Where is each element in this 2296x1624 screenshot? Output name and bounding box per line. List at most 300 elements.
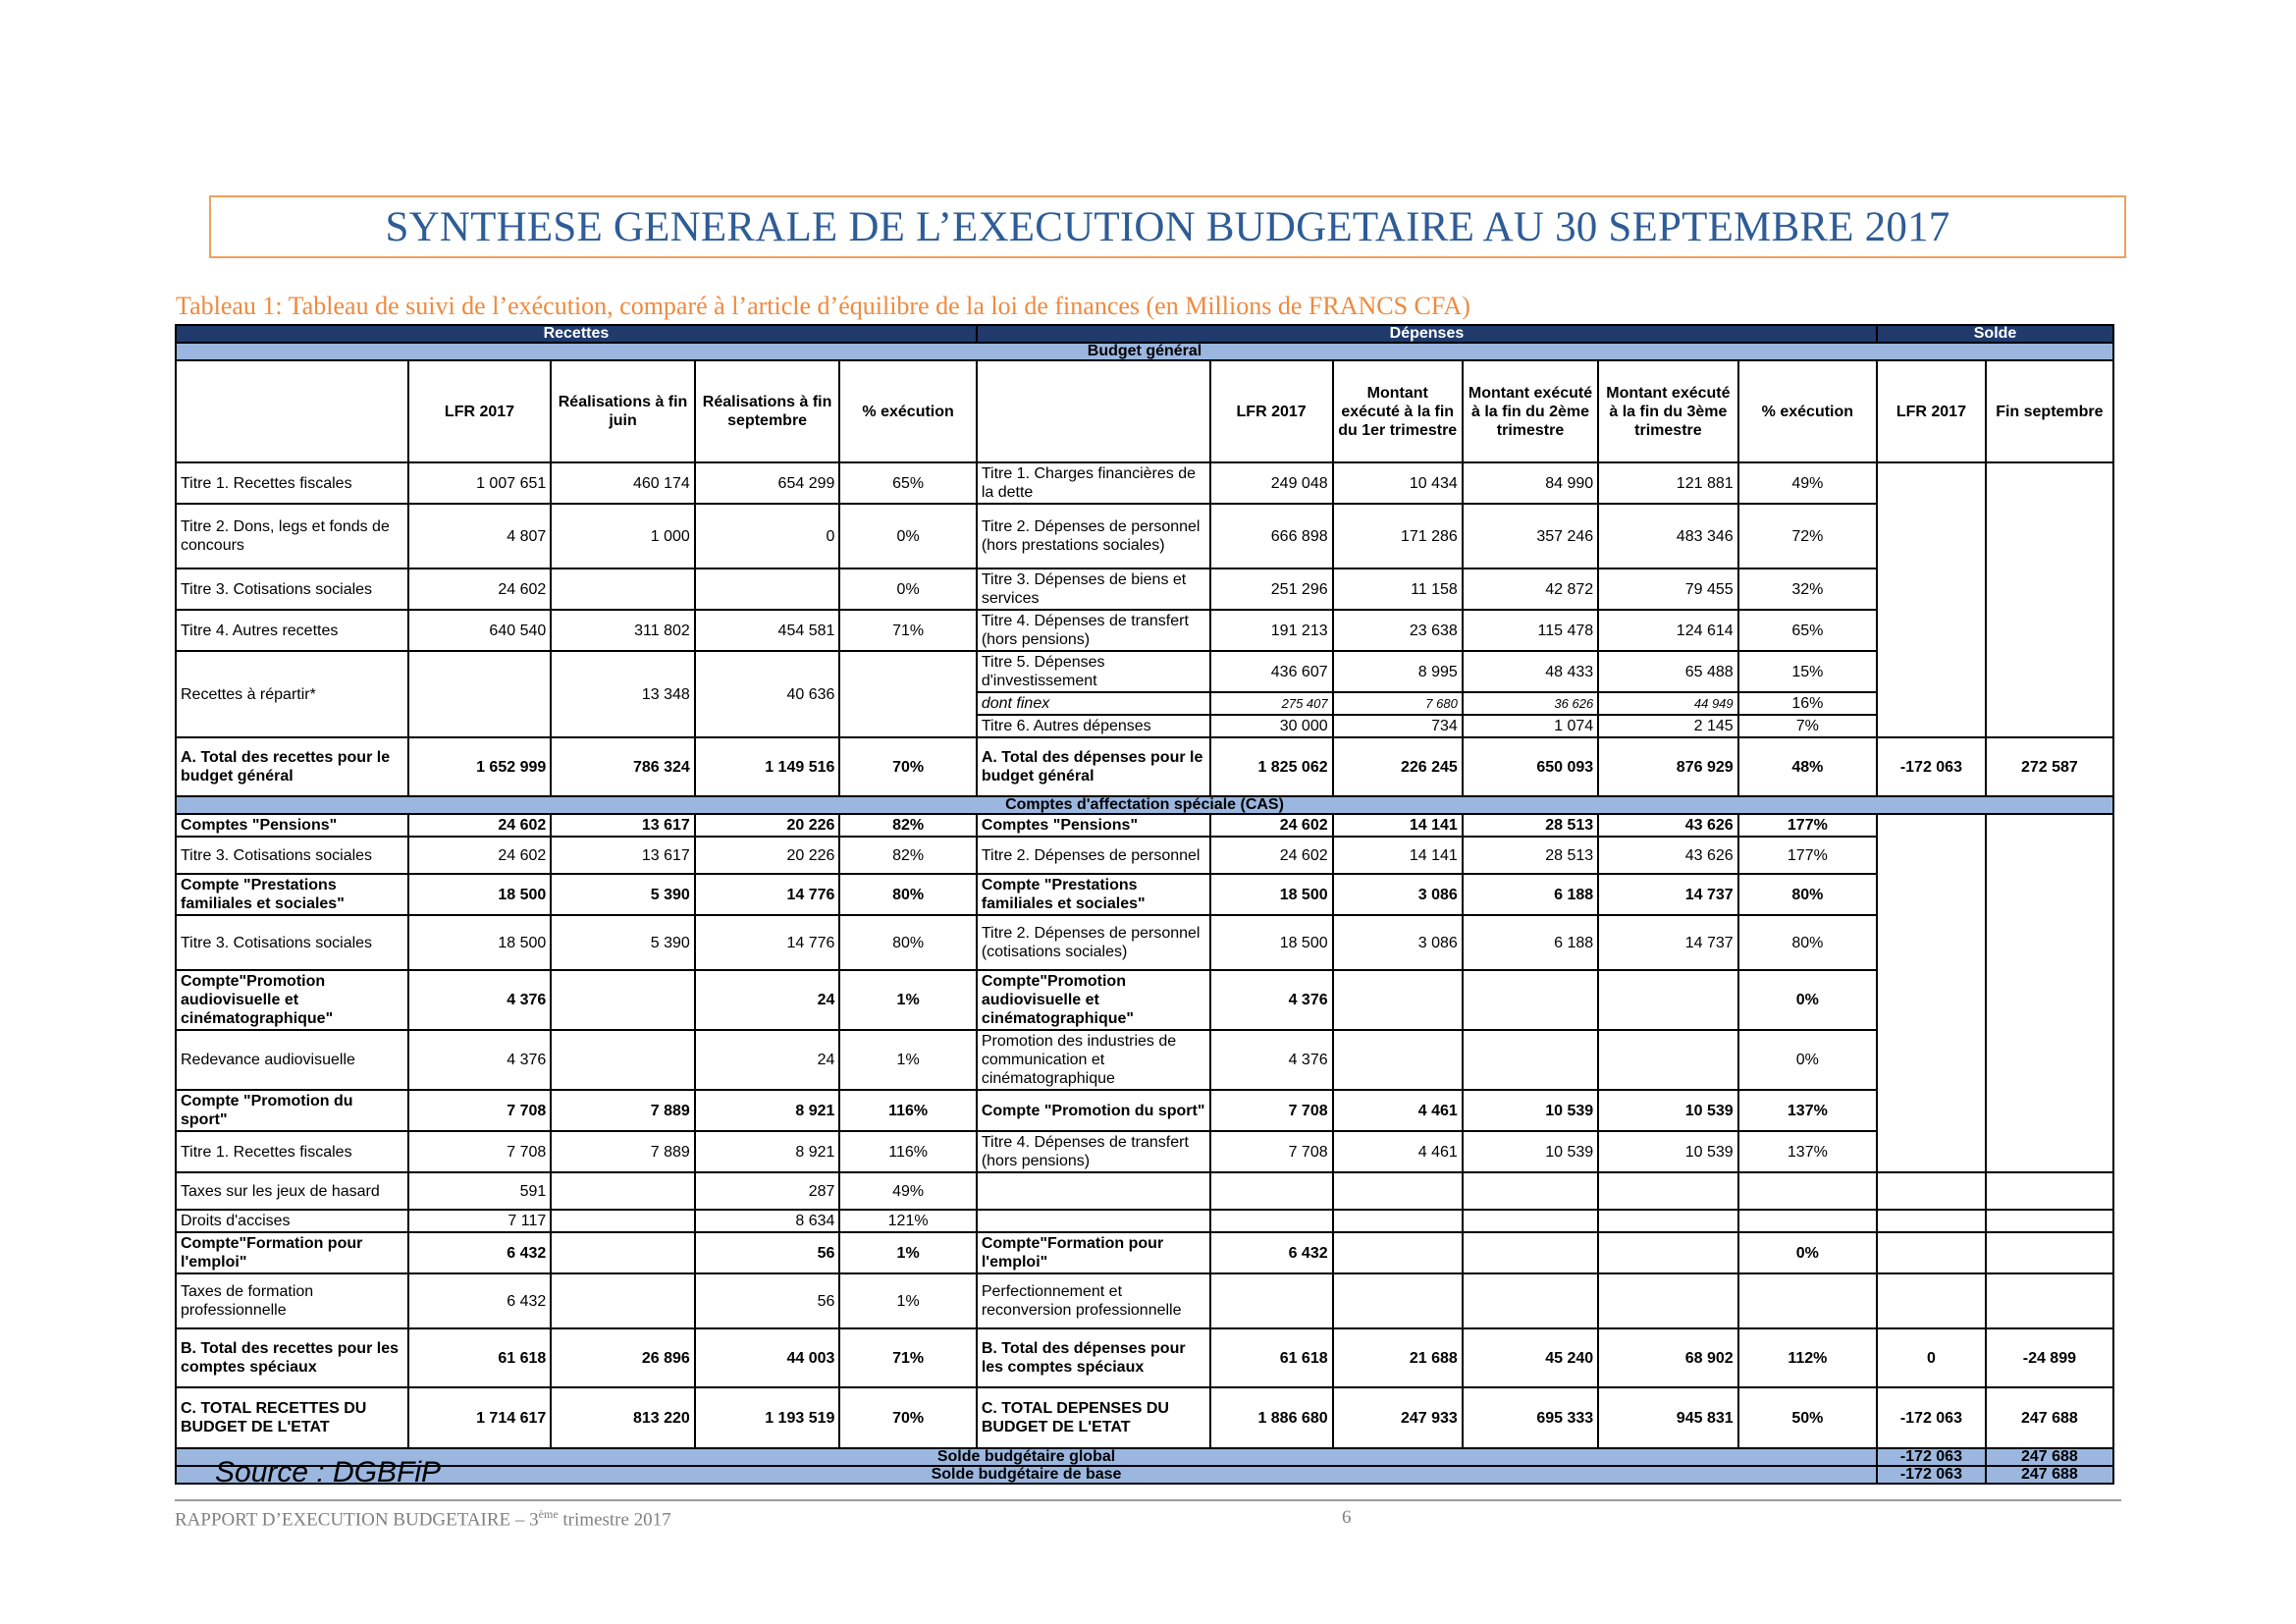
cell-value: 24 602: [1210, 837, 1333, 874]
page-title: SYNTHESE GENERALE DE L’EXECUTION BUDGETAIRE AU 30 SEPTEMBRE 2017: [385, 203, 1950, 250]
cell-value: 4 807: [408, 504, 552, 568]
cell-value: 311 802: [551, 610, 695, 651]
cell-value: 28 513: [1463, 837, 1598, 874]
cell-value: 7 889: [551, 1131, 695, 1172]
cell-label: Compte "Promotion du sport": [977, 1090, 1210, 1131]
cell-label: A. Total des dépenses pour le budget général: [977, 737, 1210, 796]
cell-label: A. Total des recettes pour le budget général: [176, 737, 408, 796]
solde-empty: [1877, 814, 1986, 1172]
cell-value: 14 737: [1598, 915, 1737, 970]
cell-value: 26 896: [551, 1328, 695, 1387]
cell-label: Titre 1. Recettes fiscales: [176, 1131, 408, 1172]
cell-value: 7 708: [408, 1131, 552, 1172]
cell-value: 2 145: [1598, 715, 1737, 737]
cell-label: Titre 3. Cotisations sociales: [176, 837, 408, 874]
cell-value: 61 618: [1210, 1328, 1333, 1387]
solde-global-label: Solde budgétaire global: [176, 1448, 1877, 1466]
cell-value: 20 226: [695, 814, 840, 837]
cell-value: 436 607: [1210, 651, 1333, 692]
cell-value: [408, 651, 552, 737]
cell-pct: 7%: [1738, 715, 1877, 737]
cell-value: 7 680: [1333, 692, 1463, 715]
cell-label: Titre 2. Dépenses de personnel (cotisations sociales): [977, 915, 1210, 970]
band-depenses: Dépenses: [977, 325, 1877, 343]
table-row: [176, 1232, 2113, 1273]
header-m3: Montant exécuté à la fin du 3ème trimestre: [1598, 360, 1737, 462]
cell-value: [1463, 1232, 1598, 1273]
cell-value: 13 617: [551, 814, 695, 837]
solde-base-lfr: -172 063: [1877, 1466, 1986, 1484]
cell-value: 18 500: [408, 915, 552, 970]
table-row: [176, 462, 2113, 504]
cell-pct: 177%: [1738, 837, 1877, 874]
table-row: [176, 568, 2113, 610]
cell-pct: 0%: [839, 568, 976, 610]
cell-pct: 70%: [839, 1387, 976, 1448]
solde-empty: [1877, 1273, 1986, 1328]
cell-label: Titre 4. Autres recettes: [176, 610, 408, 651]
header-real-sept: Réalisations à fin septembre: [695, 360, 840, 462]
cell-pct: 71%: [839, 1328, 976, 1387]
cell-value: 21 688: [1333, 1328, 1463, 1387]
cell-label: Taxes de formation professionnelle: [176, 1273, 408, 1328]
cell-value: 61 618: [408, 1328, 552, 1387]
cell-value: 251 296: [1210, 568, 1333, 610]
cell-pct: 0%: [839, 504, 976, 568]
cell-value: 56: [695, 1232, 840, 1273]
cell-value: 18 500: [1210, 915, 1333, 970]
solde-empty: [1986, 1172, 2113, 1210]
cell-value: 591: [408, 1172, 552, 1210]
table-row: [176, 874, 2113, 915]
cell-pct: 1%: [839, 970, 976, 1030]
cell-label: Titre 3. Cotisations sociales: [176, 915, 408, 970]
cell-value: [1333, 1030, 1463, 1090]
cell-pct: [1738, 1273, 1877, 1328]
cell-label: Compte"Formation pour l'emploi": [977, 1232, 1210, 1273]
cell-value: 65 488: [1598, 651, 1737, 692]
cell-pct: 16%: [1738, 692, 1877, 715]
cell-value: 44 003: [695, 1328, 840, 1387]
solde-empty: [1986, 1232, 2113, 1273]
cell-value: 23 638: [1333, 610, 1463, 651]
header-m1: Montant exécuté à la fin du 1er trimestre: [1333, 360, 1463, 462]
footer-divider: [175, 1499, 2121, 1501]
cell-label: B. Total des recettes pour les comptes spéciaux: [176, 1328, 408, 1387]
cell-value: [1333, 1172, 1463, 1210]
cell-value: [1463, 970, 1598, 1030]
total-row-b: [176, 1328, 2113, 1387]
cell-label: Redevance audiovisuelle: [176, 1030, 408, 1090]
cell-value: [1463, 1273, 1598, 1328]
cell-value: 24 602: [408, 568, 552, 610]
cell-value: 247 933: [1333, 1387, 1463, 1448]
cell-value: 640 540: [408, 610, 552, 651]
cell-value: 650 093: [1463, 737, 1598, 796]
cell-value: 1 193 519: [695, 1387, 840, 1448]
cell-value: 7 708: [408, 1090, 552, 1131]
cell-value: 4 376: [408, 970, 552, 1030]
cell-value: 191 213: [1210, 610, 1333, 651]
solde-empty: [1877, 462, 1986, 737]
cell-pct: 71%: [839, 610, 976, 651]
solde-global-fin: 247 688: [1986, 1448, 2113, 1466]
total-row-a: [176, 737, 2113, 796]
band-budget-general: Budget général: [176, 343, 2113, 360]
solde-empty: [1986, 1210, 2113, 1232]
cell-pct: 0%: [1738, 1030, 1877, 1090]
cell-value: 10 539: [1598, 1090, 1737, 1131]
cell-pct: 80%: [839, 874, 976, 915]
cell-pct: 48%: [1738, 737, 1877, 796]
cell-value: [1333, 1232, 1463, 1273]
header-lfr: LFR 2017: [408, 360, 552, 462]
cell-label: Compte "Prestations familiales et sociales": [977, 874, 1210, 915]
cell-value: [551, 1030, 695, 1090]
header-real-juin: Réalisations à fin juin: [551, 360, 695, 462]
cell-value: 14 776: [695, 915, 840, 970]
table-row: [176, 1030, 2113, 1090]
cell-pct: 0%: [1738, 1232, 1877, 1273]
cell-value: [551, 1273, 695, 1328]
cell-value: [551, 1232, 695, 1273]
cell-value: 4 376: [408, 1030, 552, 1090]
cell-pct: 1%: [839, 1273, 976, 1328]
table-row: [176, 1210, 2113, 1232]
cell-value: 1 074: [1463, 715, 1598, 737]
cell-label: Recettes à répartir*: [176, 651, 408, 737]
cell-value: 171 286: [1333, 504, 1463, 568]
cell-value: 945 831: [1598, 1387, 1737, 1448]
page-title-box: [209, 195, 2126, 258]
cell-value: 786 324: [551, 737, 695, 796]
cell-solde: -24 899: [1986, 1328, 2113, 1387]
cell-pct: 116%: [839, 1090, 976, 1131]
cell-value: 8 995: [1333, 651, 1463, 692]
table-row: [176, 1172, 2113, 1210]
header-pct: % exécution: [839, 360, 976, 462]
cell-value: 7 117: [408, 1210, 552, 1232]
budget-table: [175, 324, 2114, 1485]
cell-pct: 80%: [839, 915, 976, 970]
cell-value: [1210, 1210, 1333, 1232]
cell-solde: 247 688: [1986, 1387, 2113, 1448]
table-row: [176, 504, 2113, 568]
cell-value: 666 898: [1210, 504, 1333, 568]
cell-value: 42 872: [1463, 568, 1598, 610]
solde-empty: [1877, 1232, 1986, 1273]
cell-label: Titre 5. Dépenses d'investissement: [977, 651, 1210, 692]
cell-value: [1333, 1210, 1463, 1232]
cell-pct: 137%: [1738, 1131, 1877, 1172]
cell-label: Titre 4. Dépenses de transfert (hors pensions): [977, 610, 1210, 651]
table-row: [176, 1131, 2113, 1172]
cell-value: 3 086: [1333, 874, 1463, 915]
cell-value: 5 390: [551, 915, 695, 970]
cell-value: 84 990: [1463, 462, 1598, 504]
cell-value: 6 432: [408, 1273, 552, 1328]
cell-value: 48 433: [1463, 651, 1598, 692]
cell-pct: 0%: [1738, 970, 1877, 1030]
cell-value: 8 921: [695, 1090, 840, 1131]
header-pct-d: % exécution: [1738, 360, 1877, 462]
cell-value: 7 708: [1210, 1131, 1333, 1172]
table-row: [176, 970, 2113, 1030]
cell-value: 24 602: [408, 814, 552, 837]
cell-value: [1598, 1030, 1737, 1090]
cell-value: 6 432: [1210, 1232, 1333, 1273]
cell-value: 20 226: [695, 837, 840, 874]
cell-solde: 272 587: [1986, 737, 2113, 796]
cell-value: 14 776: [695, 874, 840, 915]
cell-label: Titre 3. Cotisations sociales: [176, 568, 408, 610]
cell-value: 124 614: [1598, 610, 1737, 651]
cell-value: 3 086: [1333, 915, 1463, 970]
cell-value: 7 889: [551, 1090, 695, 1131]
cell-value: 10 434: [1333, 462, 1463, 504]
cell-value: 7 708: [1210, 1090, 1333, 1131]
cell-value: 654 299: [695, 462, 840, 504]
cell-value: 0: [695, 504, 840, 568]
cell-label: C. TOTAL RECETTES DU BUDGET DE L'ETAT: [176, 1387, 408, 1448]
footer-report-title: RAPPORT D’EXECUTION BUDGETAIRE – 3ème trimestre 2017: [175, 1507, 671, 1531]
cell-value: [1598, 1232, 1737, 1273]
cell-label: dont finex: [977, 692, 1210, 715]
band-cas: Comptes d'affectation spéciale (CAS): [176, 796, 2113, 814]
cell-label: Perfectionnement et reconversion professionnelle: [977, 1273, 1210, 1328]
cell-pct: [1738, 1172, 1877, 1210]
cell-value: 14 141: [1333, 837, 1463, 874]
cell-label: Titre 4. Dépenses de transfert (hors pensions): [977, 1131, 1210, 1172]
cell-value: 13 617: [551, 837, 695, 874]
header-solde-fin: Fin septembre: [1986, 360, 2113, 462]
cell-value: 6 188: [1463, 915, 1598, 970]
cell-label: [977, 1172, 1210, 1210]
table-row: [176, 1273, 2113, 1328]
cell-value: 813 220: [551, 1387, 695, 1448]
cell-value: [1598, 970, 1737, 1030]
header-empty-d: [977, 360, 1210, 462]
solde-global-lfr: -172 063: [1877, 1448, 1986, 1466]
cell-value: 1 007 651: [408, 462, 552, 504]
cell-label: Comptes "Pensions": [176, 814, 408, 837]
table-row: [176, 814, 2113, 837]
cell-value: 287: [695, 1172, 840, 1210]
cell-label: C. TOTAL DEPENSES DU BUDGET DE L'ETAT: [977, 1387, 1210, 1448]
cell-value: [551, 1210, 695, 1232]
table-row: [176, 837, 2113, 874]
cell-value: [551, 568, 695, 610]
cell-label: Droits d'accises: [176, 1210, 408, 1232]
cell-value: 18 500: [408, 874, 552, 915]
band-solde: Solde: [1877, 325, 2113, 343]
cell-label: Compte"Formation pour l'emploi": [176, 1232, 408, 1273]
cell-value: 695 333: [1463, 1387, 1598, 1448]
solde-empty: [1986, 1273, 2113, 1328]
cell-value: [1210, 1273, 1333, 1328]
cell-value: [1463, 1172, 1598, 1210]
cell-pct: 49%: [839, 1172, 976, 1210]
cell-value: [1463, 1030, 1598, 1090]
cell-label: Titre 6. Autres dépenses: [977, 715, 1210, 737]
cell-value: [551, 970, 695, 1030]
cell-value: 249 048: [1210, 462, 1333, 504]
cell-pct: 70%: [839, 737, 976, 796]
cell-pct: 15%: [1738, 651, 1877, 692]
header-m2: Montant exécuté à la fin du 2ème trimestre: [1463, 360, 1598, 462]
cell-pct: 121%: [839, 1210, 976, 1232]
cell-pct: 80%: [1738, 874, 1877, 915]
cell-pct: 65%: [839, 462, 976, 504]
cell-value: 8 634: [695, 1210, 840, 1232]
cell-label: Titre 2. Dépenses de personnel: [977, 837, 1210, 874]
cell-label: Compte"Promotion audiovisuelle et cinématographique": [176, 970, 408, 1030]
cell-value: 1 652 999: [408, 737, 552, 796]
cell-pct: [839, 651, 976, 737]
cell-value: [1598, 1172, 1737, 1210]
cell-value: 10 539: [1598, 1131, 1737, 1172]
cell-value: 115 478: [1463, 610, 1598, 651]
solde-base-label: Solde budgétaire de base: [176, 1466, 1877, 1484]
header-empty-r: [176, 360, 408, 462]
solde-base-fin: 247 688: [1986, 1466, 2113, 1484]
cell-value: 226 245: [1333, 737, 1463, 796]
solde-empty: [1986, 462, 2113, 737]
cell-value: [1333, 970, 1463, 1030]
cell-value: 24 602: [1210, 814, 1333, 837]
cell-value: 1 825 062: [1210, 737, 1333, 796]
cell-solde: 0: [1877, 1328, 1986, 1387]
table-row: [176, 1090, 2113, 1131]
cell-value: 1 714 617: [408, 1387, 552, 1448]
cell-value: 79 455: [1598, 568, 1737, 610]
cell-label: Compte"Promotion audiovisuelle et cinématographique": [977, 970, 1210, 1030]
cell-value: 30 000: [1210, 715, 1333, 737]
cell-pct: 1%: [839, 1030, 976, 1090]
solde-empty: [1877, 1172, 1986, 1210]
cell-label: Titre 2. Dépenses de personnel (hors prestations sociales): [977, 504, 1210, 568]
cell-label: Titre 2. Dons, legs et fonds de concours: [176, 504, 408, 568]
cell-value: 460 174: [551, 462, 695, 504]
cell-value: 1 886 680: [1210, 1387, 1333, 1448]
cell-solde: -172 063: [1877, 1387, 1986, 1448]
total-row-c: [176, 1387, 2113, 1448]
cell-pct: [1738, 1210, 1877, 1232]
cell-value: 14 141: [1333, 814, 1463, 837]
cell-value: 24: [695, 970, 840, 1030]
cell-value: 5 390: [551, 874, 695, 915]
table-row: [176, 915, 2113, 970]
cell-pct: 137%: [1738, 1090, 1877, 1131]
cell-value: 45 240: [1463, 1328, 1598, 1387]
cell-value: 6 432: [408, 1232, 552, 1273]
cell-value: [1598, 1210, 1737, 1232]
cell-pct: 65%: [1738, 610, 1877, 651]
cell-value: 454 581: [695, 610, 840, 651]
cell-value: 357 246: [1463, 504, 1598, 568]
cell-value: [551, 1172, 695, 1210]
band-recettes: Recettes: [176, 325, 977, 343]
header-row: [176, 360, 2113, 462]
cell-value: 11 158: [1333, 568, 1463, 610]
cell-value: 734: [1333, 715, 1463, 737]
cell-value: 44 949: [1598, 692, 1737, 715]
cell-pct: 72%: [1738, 504, 1877, 568]
cell-value: 14 737: [1598, 874, 1737, 915]
header-lfr-d: LFR 2017: [1210, 360, 1333, 462]
cell-label: Compte "Prestations familiales et sociales": [176, 874, 408, 915]
cell-value: 24: [695, 1030, 840, 1090]
table-caption: Tableau 1: Tableau de suivi de l’exécution, comparé à l’article d’équilibre de la loi de finances (en Millions de FRANCS CFA): [176, 292, 1470, 320]
cell-label: Compte "Promotion du sport": [176, 1090, 408, 1131]
cell-value: 8 921: [695, 1131, 840, 1172]
cell-pct: 49%: [1738, 462, 1877, 504]
page-number: 6: [1342, 1507, 1352, 1528]
cell-value: [1463, 1210, 1598, 1232]
cell-value: 4 461: [1333, 1090, 1463, 1131]
cell-value: 1 149 516: [695, 737, 840, 796]
cell-pct: 1%: [839, 1232, 976, 1273]
cell-value: 275 407: [1210, 692, 1333, 715]
cell-value: 43 626: [1598, 814, 1737, 837]
cell-value: 40 636: [695, 651, 840, 737]
cell-value: [1210, 1172, 1333, 1210]
cell-value: [1598, 1273, 1737, 1328]
cell-label: Taxes sur les jeux de hasard: [176, 1172, 408, 1210]
cell-value: 28 513: [1463, 814, 1598, 837]
cell-pct: 82%: [839, 814, 976, 837]
source-note: Source : DGBFiP: [215, 1456, 442, 1489]
cell-pct: 116%: [839, 1131, 976, 1172]
cell-value: 10 539: [1463, 1090, 1598, 1131]
cell-value: 24 602: [408, 837, 552, 874]
cell-value: 4 376: [1210, 1030, 1333, 1090]
cell-value: 4 461: [1333, 1131, 1463, 1172]
cell-label: Promotion des industries de communication et cinématographique: [977, 1030, 1210, 1090]
cell-label: Comptes "Pensions": [977, 814, 1210, 837]
cell-label: Titre 1. Recettes fiscales: [176, 462, 408, 504]
cell-label: Titre 1. Charges financières de la dette: [977, 462, 1210, 504]
cell-pct: 32%: [1738, 568, 1877, 610]
solde-empty: [1877, 1210, 1986, 1232]
cell-value: 483 346: [1598, 504, 1737, 568]
cell-value: 43 626: [1598, 837, 1737, 874]
cell-solde: -172 063: [1877, 737, 1986, 796]
cell-value: 4 376: [1210, 970, 1333, 1030]
cell-pct: 112%: [1738, 1328, 1877, 1387]
cell-pct: 82%: [839, 837, 976, 874]
cell-value: 13 348: [551, 651, 695, 737]
cell-pct: 80%: [1738, 915, 1877, 970]
cell-value: 36 626: [1463, 692, 1598, 715]
cell-label: [977, 1210, 1210, 1232]
table-row: [176, 651, 2113, 692]
cell-value: 876 929: [1598, 737, 1737, 796]
cell-value: 10 539: [1463, 1131, 1598, 1172]
solde-empty: [1986, 814, 2113, 1172]
cell-label: Titre 3. Dépenses de biens et services: [977, 568, 1210, 610]
cell-value: 18 500: [1210, 874, 1333, 915]
cell-value: 6 188: [1463, 874, 1598, 915]
cell-value: 68 902: [1598, 1328, 1737, 1387]
cell-value: 121 881: [1598, 462, 1737, 504]
cell-value: 1 000: [551, 504, 695, 568]
cell-value: [695, 568, 840, 610]
table-row: [176, 610, 2113, 651]
cell-pct: 177%: [1738, 814, 1877, 837]
cell-value: [1333, 1273, 1463, 1328]
cell-label: B. Total des dépenses pour les comptes spéciaux: [977, 1328, 1210, 1387]
